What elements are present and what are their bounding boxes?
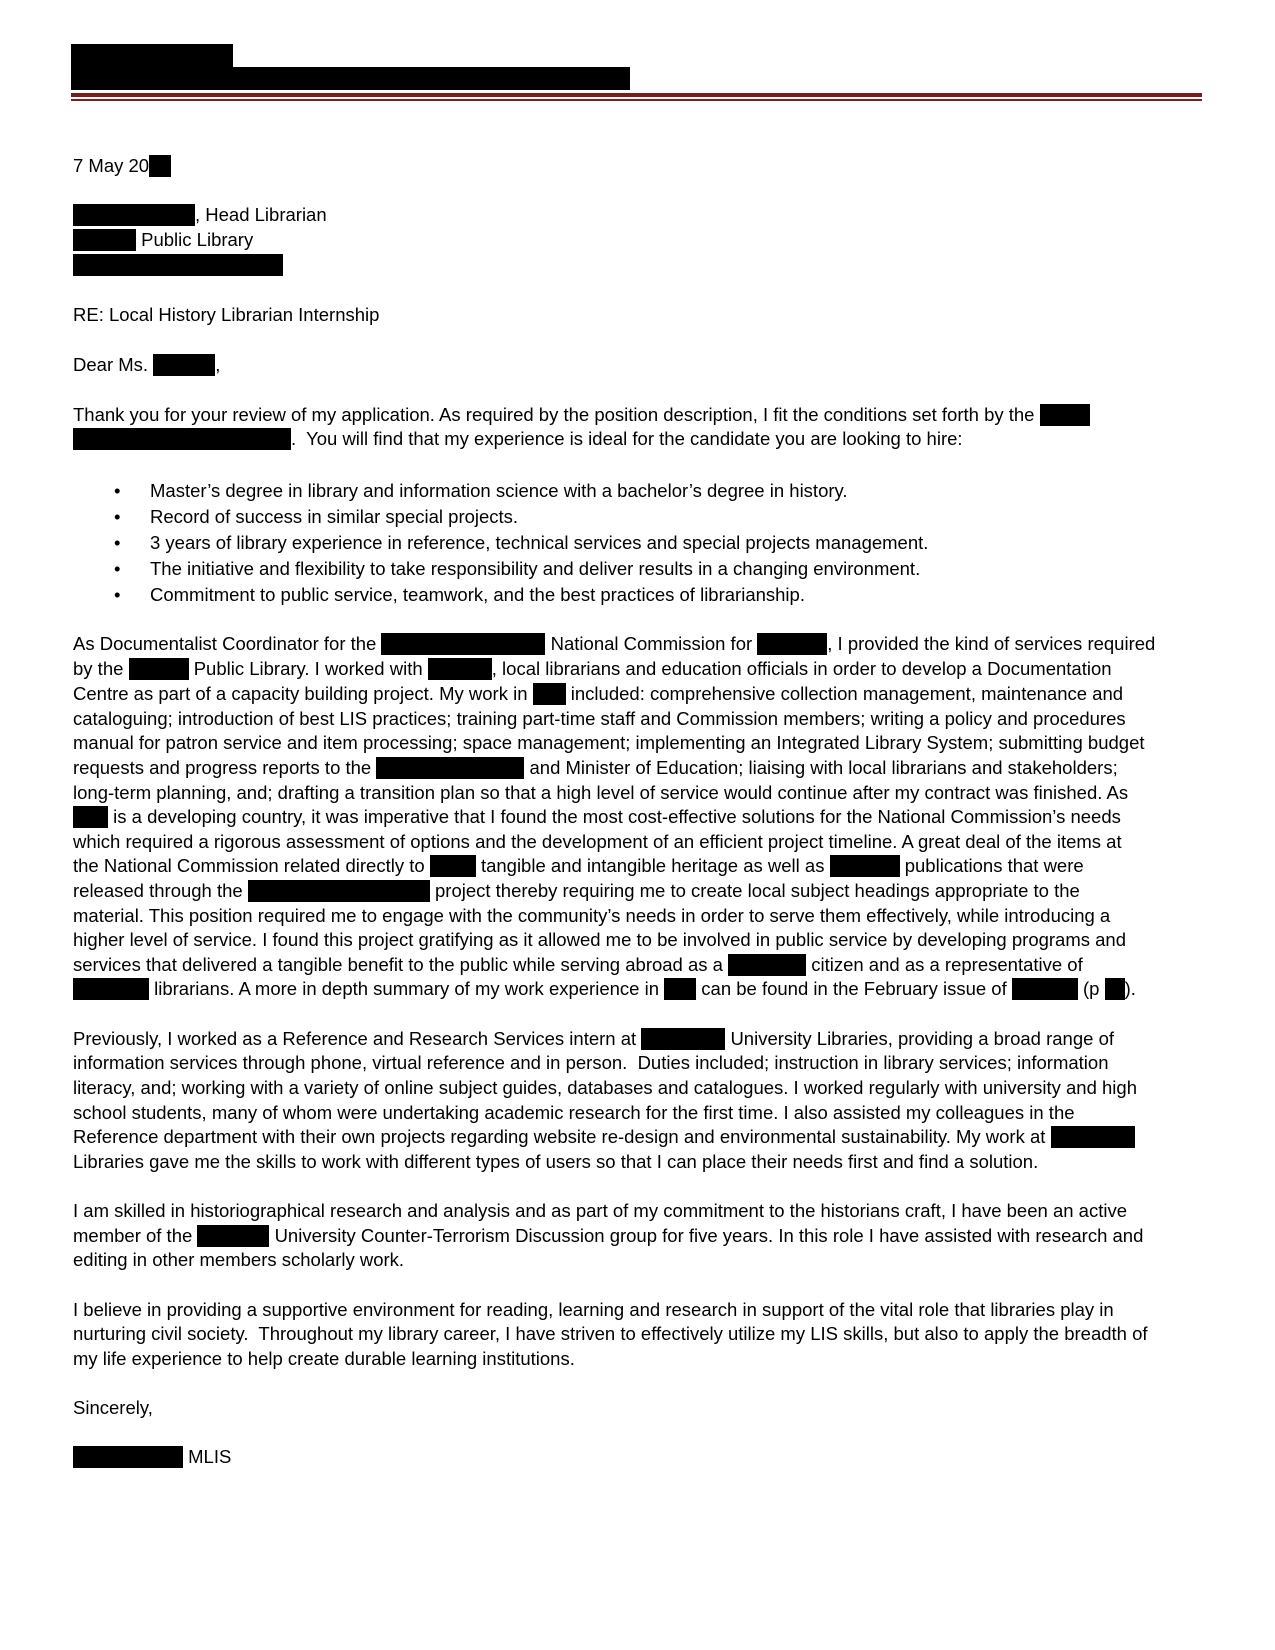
list-item: Commitment to public service, teamwork, and the best practices of librarianship. xyxy=(150,584,805,605)
paragraph-2-line: literacy, and; working with a variety of online subject guides, databases and catalogues. I worked regularly with university and high xyxy=(73,1077,1137,1098)
redaction xyxy=(73,1446,183,1468)
list-item: Record of success in similar special projects. xyxy=(150,506,519,527)
redaction xyxy=(73,229,136,251)
redaction xyxy=(1012,978,1078,1000)
redaction xyxy=(1051,1126,1135,1148)
redaction xyxy=(533,683,566,705)
redaction xyxy=(73,978,149,1000)
closing: Sincerely, xyxy=(73,1397,153,1418)
redaction xyxy=(381,633,545,655)
list-item: 3 years of library experience in reference, technical services and special projects management. xyxy=(150,532,929,553)
redaction xyxy=(1040,404,1090,426)
paragraph-3-line: member of the University Counter-Terrorism Discussion group for five years. In this role I have assisted with research and xyxy=(73,1225,1144,1246)
recipient-library-line: Public Library xyxy=(73,228,253,252)
list-bullet: • xyxy=(114,558,121,579)
paragraph-1-line: by the Public Library. I worked with , local librarians and education officials in order to develop a Documentation xyxy=(73,658,1112,679)
paragraph-3-line: editing in other members scholarly work. xyxy=(73,1249,405,1270)
paragraph-1-line: the National Commission related directly to tangible and intangible heritage as well as publications that were xyxy=(73,855,1084,876)
paragraph-1-line: Centre as part of a capacity building project. My work in included: comprehensive collection management, maintenance and xyxy=(73,683,1124,704)
intro-line-2: . You will find that my experience is ideal for the candidate you are looking to hire: xyxy=(73,427,963,451)
redaction xyxy=(197,1225,269,1247)
paragraph-1-line: cataloguing; introduction of best LIS practices; training part-time staff and Commission members; writing a policy and procedures xyxy=(73,708,1126,729)
redaction xyxy=(73,254,283,276)
redaction xyxy=(430,855,476,877)
redaction xyxy=(830,855,900,877)
paragraph-1-line: higher level of service. I found this project gratifying as it allowed me to be involved in public service by developing programs and xyxy=(73,929,1127,950)
paragraph-1-line: which required a rigorous assessment of options and the development of an efficient project timeline. A great deal of the items at xyxy=(73,831,1122,852)
list-bullet: • xyxy=(114,532,121,553)
paragraph-1-line: material. This position required me to engage with the community’s needs in order to serve them effectively, while introducing a xyxy=(73,905,1111,926)
paragraph-1-line: librarians. A more in depth summary of my work experience in can be found in the February issue of (p ). xyxy=(73,977,1136,1001)
redaction xyxy=(757,633,827,655)
signature: MLIS xyxy=(73,1445,231,1469)
redaction xyxy=(149,155,171,177)
redaction xyxy=(73,428,291,450)
paragraph-2-line: information services through phone, virtual reference and in person. Duties included; instruction in library services; information xyxy=(73,1052,1109,1073)
letterhead-redaction-name xyxy=(71,44,233,67)
letterhead-rule xyxy=(71,93,1202,97)
paragraph-1-line: requests and progress reports to the and Minister of Education; liaising with local librarians and stakeholders; xyxy=(73,757,1118,778)
paragraph-1-line: long-term planning, and; drafting a transition plan so that a high level of service would continue after my contract was finished. As xyxy=(73,782,1129,803)
redaction xyxy=(248,880,430,902)
redaction xyxy=(73,806,108,828)
paragraph-4-line: I believe in providing a supportive environment for reading, learning and research in support of the vital role that libraries play in xyxy=(73,1299,1114,1320)
intro-line-1: Thank you for your review of my application. As required by the position description, I fit the conditions set forth by the xyxy=(73,403,1090,427)
redaction xyxy=(376,757,524,779)
recipient-name-line: , Head Librarian xyxy=(73,203,327,227)
paragraph-1-line: is a developing country, it was imperative that I found the most cost-effective solutions for the National Commission’s needs xyxy=(73,805,1121,829)
redaction xyxy=(641,1028,725,1050)
letter-date: 7 May 20 xyxy=(73,154,171,178)
paragraph-1-line: released through the project thereby requiring me to create local subject headings appropriate to the xyxy=(73,880,1080,901)
redaction xyxy=(129,658,189,680)
paragraph-2-line: Reference department with their own projects regarding website re-design and environmental sustainability. My work at xyxy=(73,1125,1135,1149)
redaction xyxy=(664,978,696,1000)
list-bullet: • xyxy=(114,480,121,501)
list-bullet: • xyxy=(114,584,121,605)
paragraph-4-line: my life experience to help create durable learning institutions. xyxy=(73,1348,575,1369)
letterhead-redaction-address xyxy=(71,67,630,90)
subject-line: RE: Local History Librarian Internship xyxy=(73,304,380,325)
redaction xyxy=(728,954,806,976)
paragraph-1-line: As Documentalist Coordinator for the National Commission for , I provided the kind of services required xyxy=(73,633,1156,654)
redaction xyxy=(153,354,215,376)
paragraph-3-line: I am skilled in historiographical research and analysis and as part of my commitment to the historians craft, I have been an active xyxy=(73,1200,1127,1221)
salutation: Dear Ms. , xyxy=(73,354,221,375)
list-bullet: • xyxy=(114,506,121,527)
list-item: Master’s degree in library and information science with a bachelor’s degree in history. xyxy=(150,480,848,501)
paragraph-4-line: nurturing civil society. Throughout my library career, I have striven to effectively utilize my LIS skills, but also to apply the breadth of xyxy=(73,1323,1148,1344)
recipient-address-line xyxy=(73,253,283,277)
redaction xyxy=(428,658,492,680)
redaction xyxy=(73,204,195,226)
letterhead-rule-thin xyxy=(71,99,1202,101)
paragraph-1-line: manual for patron service and item processing; space management; implementing an Integrated Library System; submitting budget xyxy=(73,732,1145,753)
redaction xyxy=(1105,978,1125,1000)
paragraph-2-line: Previously, I worked as a Reference and Research Services intern at University Libraries, providing a broad range of xyxy=(73,1028,1114,1049)
paragraph-2-line: Libraries gave me the skills to work with different types of users so that I can place their needs first and find a solution. xyxy=(73,1151,1039,1172)
paragraph-1-line: services that delivered a tangible benefit to the public while serving abroad as a citizen and as a representative of xyxy=(73,954,1083,975)
list-item: The initiative and flexibility to take responsibility and deliver results in a changing environment. xyxy=(150,558,921,579)
paragraph-2-line: school students, many of whom were undertaking academic research for the first time. I also assisted my colleagues in the xyxy=(73,1102,1075,1123)
